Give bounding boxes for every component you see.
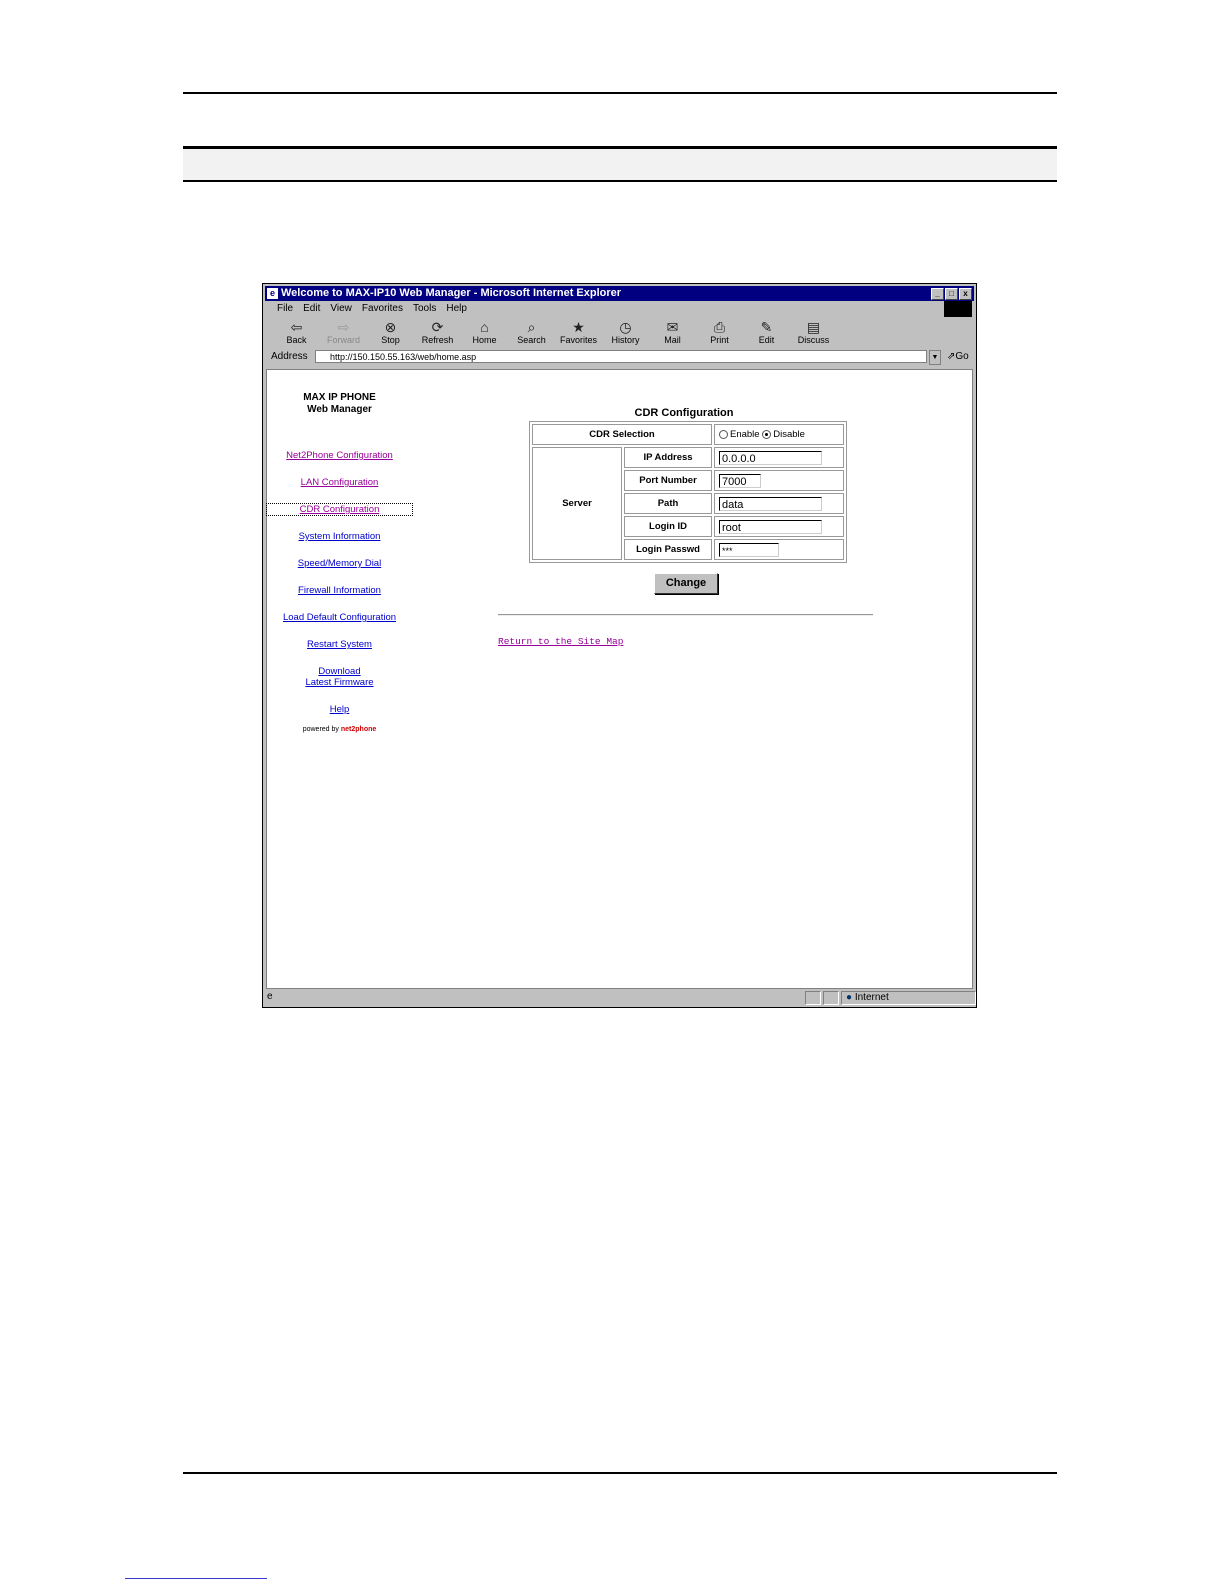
address-input[interactable]: http://150.150.55.163/web/home.asp [315, 350, 927, 363]
status-bar [265, 991, 974, 1005]
title-bar [265, 286, 974, 301]
login-passwd-label: Login Passwd [624, 539, 712, 560]
page-icon: e [267, 991, 273, 1002]
address-bar [271, 350, 972, 365]
address-label: Address [271, 351, 308, 362]
sidebar-link-speed-memory-dial[interactable]: Speed/Memory Dial [297, 558, 382, 569]
back-arrow-icon: ⇦ [290, 319, 303, 335]
menu-tools[interactable]: Tools [412, 303, 437, 314]
powered-by-logo: powered by net2phone [302, 726, 377, 733]
login-passwd-input[interactable]: *** [719, 543, 779, 557]
change-button[interactable]: Change [654, 573, 718, 594]
toolbar-mail-button[interactable]: ✉ Mail [649, 319, 696, 351]
disable-radio[interactable] [762, 430, 771, 439]
toolbar-refresh-button[interactable]: ⟳ Refresh [414, 319, 461, 351]
divider [498, 614, 873, 616]
toolbar-forward-button[interactable]: ⇨ Forward [320, 319, 367, 351]
mail-icon: ✉ [666, 319, 679, 335]
menu-favorites[interactable]: Favorites [361, 303, 403, 314]
page-title: CDR Configuration [634, 407, 734, 419]
menu-help[interactable]: Help [446, 303, 467, 314]
ie-icon: e [267, 288, 278, 299]
toolbar-print-button[interactable]: ⎙ Print [696, 319, 743, 351]
menu-view[interactable]: View [330, 303, 352, 314]
cdr-table [529, 421, 847, 563]
go-button[interactable]: ⇗Go [947, 351, 969, 362]
brand-title: MAX IP PHONE Web Manager [303, 392, 376, 415]
forward-arrow-icon: ⇨ [337, 319, 350, 335]
ip-address-label: IP Address [624, 447, 712, 468]
status-segment [805, 991, 821, 1005]
home-icon: ⌂ [480, 319, 489, 335]
cdr-selection-label: CDR Selection [532, 424, 712, 445]
login-id-input[interactable]: root [719, 520, 822, 534]
windows-logo-icon [944, 301, 972, 317]
menu-file[interactable]: File [277, 303, 294, 314]
search-icon: ⌕ [527, 319, 536, 335]
browser-window [262, 283, 977, 1008]
toolbar-favorites-button[interactable]: ★ Favorites [555, 319, 602, 351]
menu-bar [277, 303, 467, 318]
footer-rule [183, 1472, 1057, 1474]
window-title: Welcome to MAX-IP10 Web Manager - Microsoft Internet Explorer [281, 287, 622, 299]
sidebar-link-load-default-configuration[interactable]: Load Default Configuration [282, 612, 397, 623]
edit-icon: ✎ [760, 319, 773, 335]
maximize-button[interactable]: □ [945, 288, 958, 300]
toolbar-back-button[interactable]: ⇦ Back [273, 319, 320, 351]
port-number-label: Port Number [624, 470, 712, 491]
discuss-icon: ▤ [806, 319, 821, 335]
status-zone: ● Internet [841, 991, 976, 1005]
disable-label: Disable [773, 429, 805, 440]
status-segment [823, 991, 839, 1005]
login-id-label: Login ID [624, 516, 712, 537]
sidebar-link-system-information[interactable]: System Information [298, 531, 381, 542]
sidebar-link-latest-firmware[interactable]: Latest Firmware [305, 677, 374, 688]
sidebar-link-help[interactable]: Help [329, 704, 350, 715]
sidebar-link-net2phone-configuration[interactable]: Net2Phone Configuration [286, 450, 393, 461]
history-icon: ◷ [619, 319, 632, 335]
enable-radio[interactable] [719, 430, 728, 439]
sidebar-link-firewall-information[interactable]: Firewall Information [298, 585, 381, 596]
sidebar-link-lan-configuration[interactable]: LAN Configuration [300, 477, 379, 488]
toolbar-history-button[interactable]: ◷ History [602, 319, 649, 351]
ip-address-input[interactable]: 0.0.0.0 [719, 451, 822, 465]
minimize-button[interactable]: _ [931, 288, 944, 300]
stop-icon: ⊗ [384, 319, 397, 335]
section-band [183, 146, 1057, 182]
sidebar-link-download[interactable]: Download [318, 666, 361, 677]
globe-icon: ● [846, 992, 853, 1003]
toolbar-discuss-button[interactable]: ▤ Discuss [790, 319, 837, 351]
print-icon: ⎙ [713, 319, 726, 335]
close-button[interactable]: x [959, 288, 972, 300]
path-label: Path [624, 493, 712, 514]
header-rule [183, 92, 1057, 94]
sidebar-link-cdr-configuration[interactable]: CDR Configuration [267, 504, 412, 515]
page-content [266, 369, 973, 989]
toolbar-edit-button[interactable]: ✎ Edit [743, 319, 790, 351]
enable-label: Enable [730, 429, 760, 440]
menu-edit[interactable]: Edit [303, 303, 321, 314]
toolbar-search-button[interactable]: ⌕ Search [508, 319, 555, 351]
toolbar-home-button[interactable]: ⌂ Home [461, 319, 508, 351]
path-input[interactable]: data [719, 497, 822, 511]
address-dropdown-icon[interactable]: ▼ [929, 350, 941, 365]
sidebar-link-restart-system[interactable]: Restart System [307, 639, 372, 650]
toolbar [273, 319, 837, 351]
favorites-icon: ★ [572, 319, 585, 335]
toolbar-stop-button[interactable]: ⊗ Stop [367, 319, 414, 351]
footnote-line [125, 1578, 267, 1579]
refresh-icon: ⟳ [431, 319, 444, 335]
cdr-selection-options [714, 424, 844, 445]
port-number-input[interactable]: 7000 [719, 474, 761, 488]
return-site-map-link[interactable]: Return to the Site Map [498, 636, 624, 647]
server-label: Server [532, 447, 622, 560]
